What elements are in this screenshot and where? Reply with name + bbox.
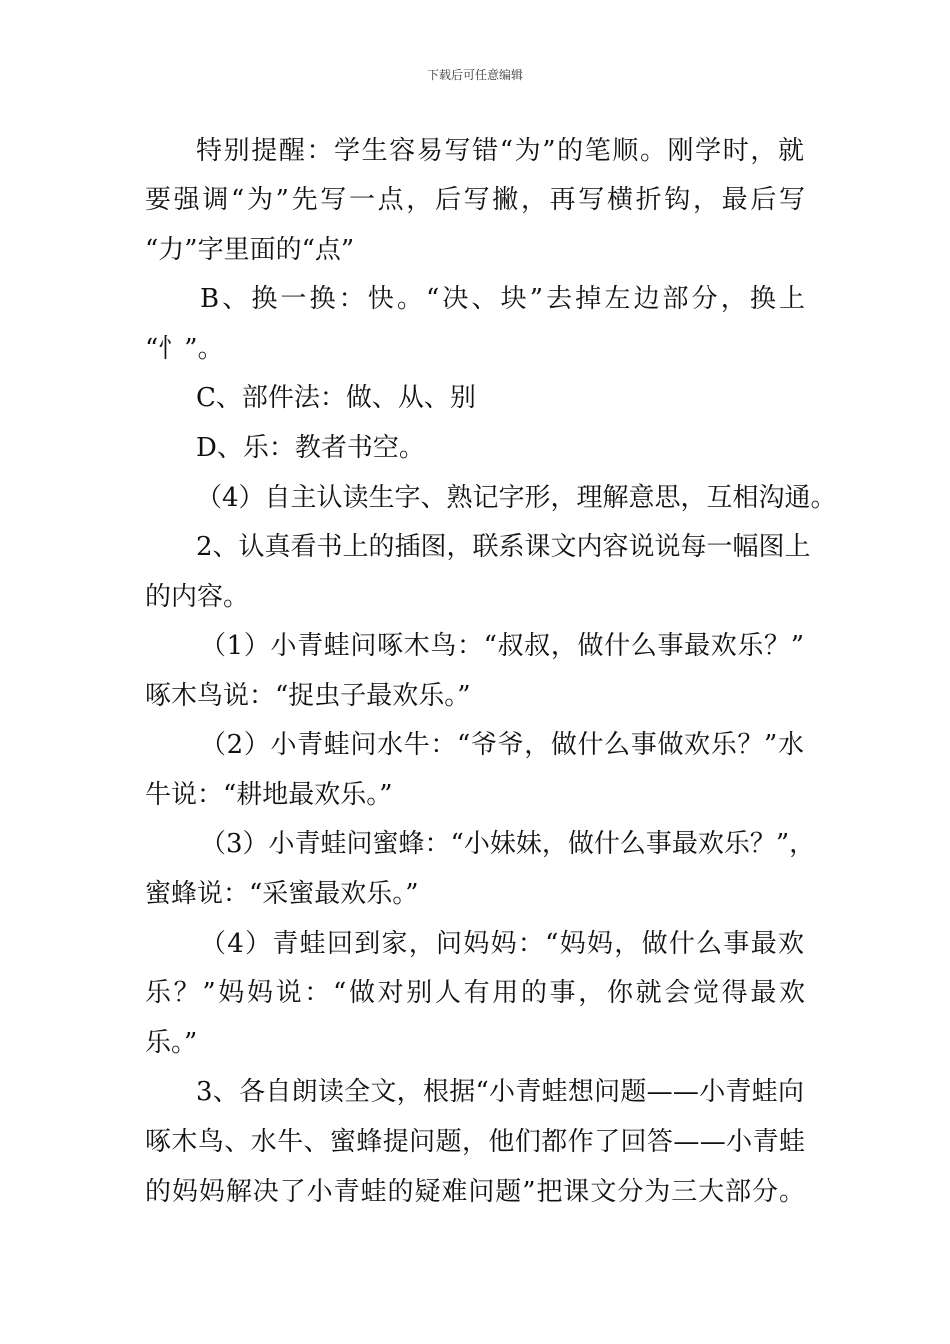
paragraph-line: B、换一换：快。“决、块”去掉左边部分，换上 <box>200 284 809 314</box>
paragraph-line: 的妈妈解决了小青蛙的疑难问题”把课文分为三大部分。 <box>145 1177 806 1207</box>
paragraph-line: 乐？”妈妈说：“做对别人有用的事，你就会觉得最欢 <box>145 978 808 1008</box>
paragraph-line: 牛说：“耕地最欢乐。” <box>145 780 393 810</box>
paragraph-line: 的内容。 <box>145 582 250 612</box>
paragraph-line: 2、认真看书上的插图，联系课文内容说说每一幅图上 <box>196 532 811 562</box>
paragraph-line: 3、各自朗读全文，根据“小青蛙想问题——小青蛙向 <box>196 1077 805 1107</box>
paragraph-line: D、乐：教者书空。 <box>196 433 425 463</box>
paragraph-line: C、部件法：做、从、别 <box>196 383 476 413</box>
paragraph-line: 乐。” <box>145 1028 198 1058</box>
paragraph-line: （4）自主认读生字、熟记字形，理解意思，互相沟通。 <box>196 483 837 513</box>
paragraph-line: （1）小青蛙问啄木鸟：“叔叔，做什么事最欢乐？” <box>200 631 805 661</box>
page-header: 下载后可任意编辑 <box>426 68 523 82</box>
paragraph-line: “忄”。 <box>145 334 224 364</box>
paragraph-line: 特别提醒：学生容易写错“为”的笔顺。刚学时，就 <box>196 136 806 166</box>
paragraph-line: 啄木鸟、水牛、蜜蜂提问题，他们都作了回答——小青蛙 <box>145 1127 806 1157</box>
paragraph-line: （2）小青蛙问水牛：“爷爷，做什么事做欢乐？”水 <box>200 730 805 760</box>
paragraph-line: 要强调“为”先写一点，后写撇，再写横折钩，最后写 <box>145 185 808 215</box>
paragraph-line: （3）小青蛙问蜜蜂：“小妹妹，做什么事最欢乐？”， <box>200 829 816 859</box>
paragraph-line: 啄木鸟说：“捉虫子最欢乐。” <box>145 681 471 711</box>
paragraph-line: （4）青蛙回到家，问妈妈：“妈妈，做什么事最欢 <box>200 929 806 959</box>
paragraph-line: “力”字里面的“点” <box>145 235 355 265</box>
paragraph-line: 蜜蜂说：“采蜜最欢乐。” <box>145 879 419 909</box>
